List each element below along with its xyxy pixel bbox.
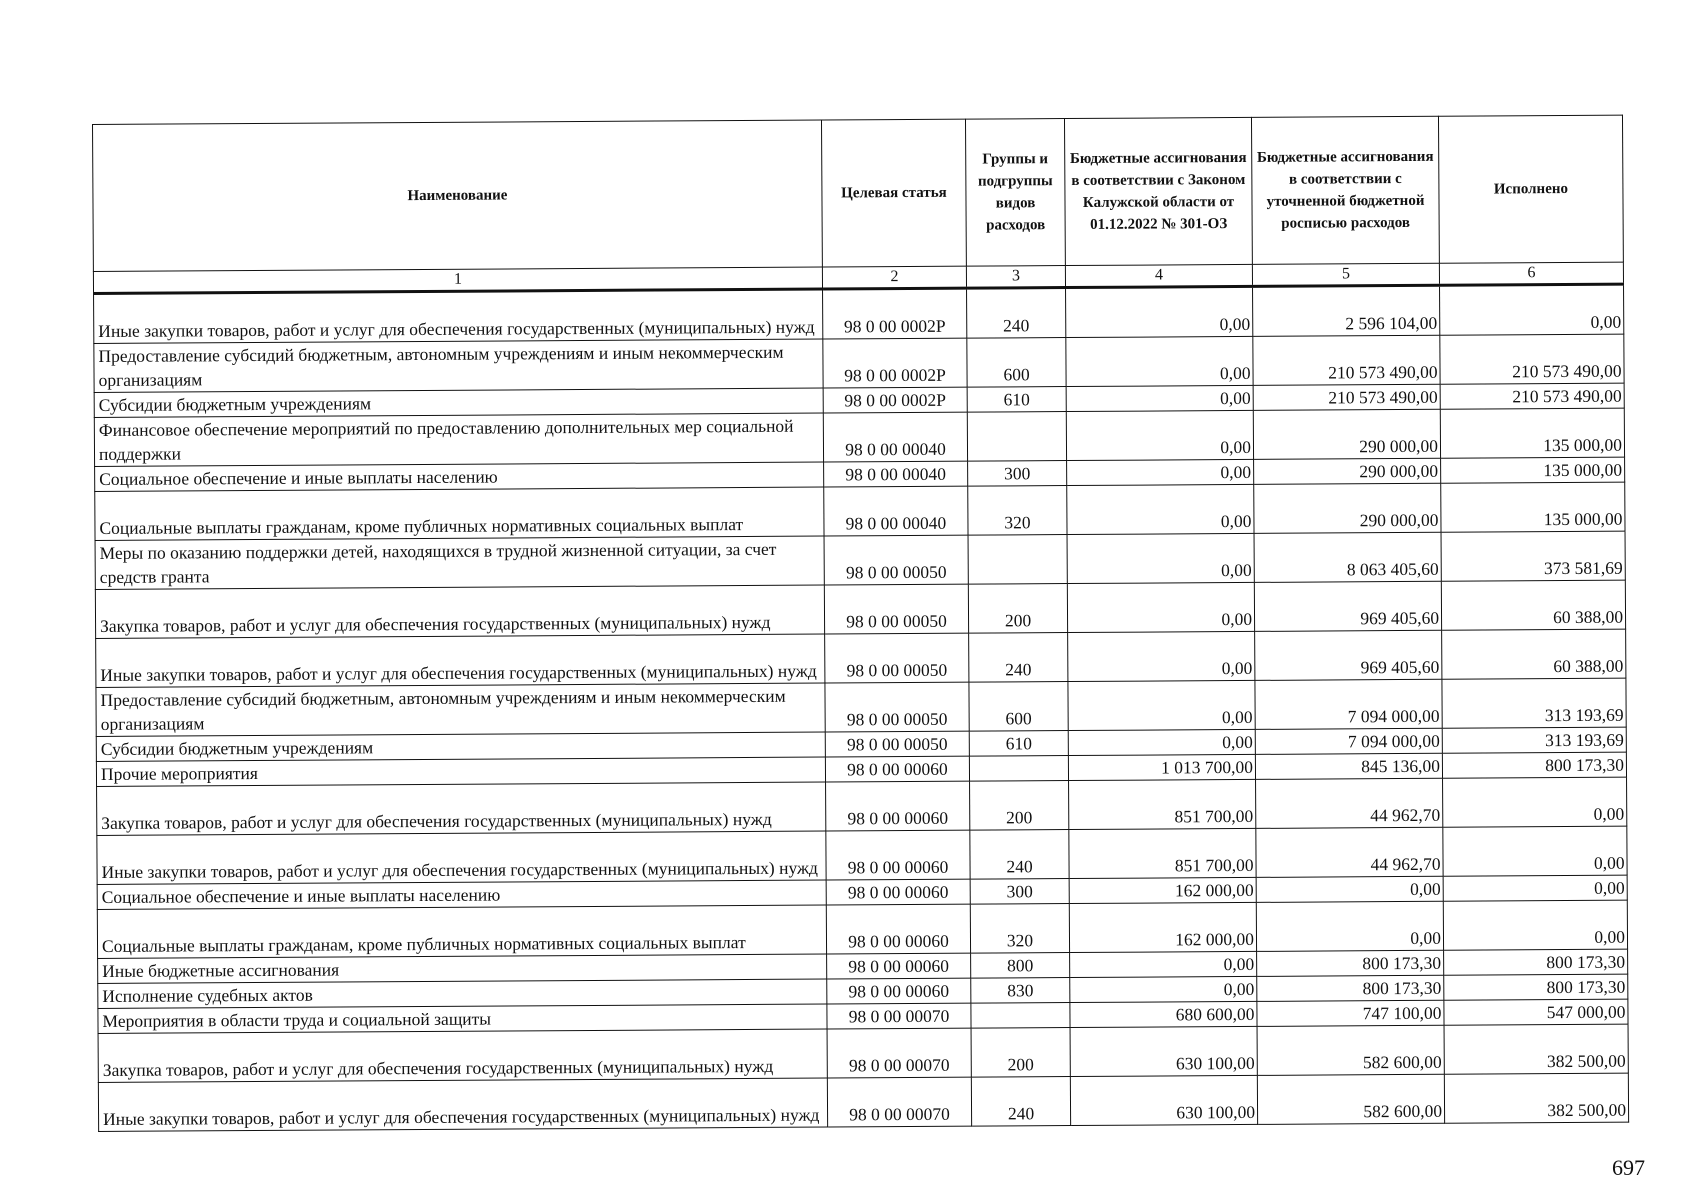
row-name: Иные закупки товаров, работ и услуг для обеспечения государственных (муниципальных) нужд <box>96 634 825 687</box>
row-executed-amount: 313 193,69 <box>1442 727 1626 753</box>
row-refined-amount: 582 600,00 <box>1257 1074 1444 1124</box>
row-executed-amount: 0,00 <box>1443 777 1627 827</box>
table-row <box>94 408 1624 466</box>
row-law-amount: 0,00 <box>1070 951 1257 977</box>
row-target-article: 98 0 00 00060 <box>826 781 970 831</box>
table-row <box>94 334 1624 392</box>
row-refined-amount: 582 600,00 <box>1257 1025 1444 1075</box>
row-target-article: 98 0 00 00070 <box>827 1028 971 1078</box>
row-expense-group: 200 <box>968 584 1067 634</box>
row-name: Субсидии бюджетным учреждениям <box>96 732 825 761</box>
table-row <box>97 777 1627 835</box>
row-target-article: 98 0 00 00050 <box>824 535 968 585</box>
row-target-article: 98 0 00 0002Р <box>823 387 967 413</box>
row-name: Социальные выплаты гражданам, кроме публичных нормативных социальных выплат <box>97 905 826 958</box>
row-law-amount: 0,00 <box>1066 410 1253 460</box>
row-refined-amount: 0,00 <box>1256 901 1443 951</box>
row-target-article: 98 0 00 00060 <box>826 879 970 905</box>
row-refined-amount: 0,00 <box>1256 876 1443 902</box>
row-refined-amount: 800 173,30 <box>1257 950 1444 976</box>
row-law-amount: 0,00 <box>1070 976 1257 1002</box>
row-law-amount: 0,00 <box>1067 533 1254 583</box>
row-executed-amount: 0,00 <box>1443 875 1627 901</box>
row-name: Финансовое обеспечение мероприятий по предоставлению дополнительных мер социальной поддержки <box>94 413 823 466</box>
row-name: Иные закупки товаров, работ и услуг для обеспечения государственных (муниципальных) нужд <box>97 831 826 884</box>
row-law-amount: 851 700,00 <box>1069 779 1256 829</box>
row-target-article: 98 0 00 00050 <box>825 682 969 732</box>
row-executed-amount: 547 000,00 <box>1444 999 1628 1025</box>
budget-table-sheet <box>92 115 1628 1132</box>
row-target-article: 98 0 00 00060 <box>826 830 970 880</box>
row-refined-amount: 969 405,60 <box>1255 630 1442 680</box>
row-refined-amount: 290 000,00 <box>1254 483 1441 533</box>
row-law-amount: 162 000,00 <box>1069 902 1256 952</box>
row-target-article: 98 0 00 00050 <box>824 584 968 634</box>
row-executed-amount: 382 500,00 <box>1444 1024 1628 1074</box>
row-expense-group: 240 <box>969 633 1068 683</box>
row-expense-group: 240 <box>967 288 1066 339</box>
table-row <box>98 1024 1628 1082</box>
row-law-amount: 0,00 <box>1068 729 1255 755</box>
row-expense-group: 600 <box>967 338 1066 388</box>
row-executed-amount: 60 388,00 <box>1442 629 1626 679</box>
header-expense-groups: Группы и подгруппы видов расходов <box>965 119 1065 267</box>
row-target-article: 98 0 00 00060 <box>827 978 971 1004</box>
row-target-article: 98 0 00 00060 <box>826 904 970 954</box>
row-executed-amount: 313 193,69 <box>1442 678 1626 728</box>
row-law-amount: 680 600,00 <box>1070 1001 1257 1027</box>
row-expense-group: 800 <box>971 953 1070 979</box>
column-number: 4 <box>1065 264 1252 287</box>
row-executed-amount: 0,00 <box>1443 900 1627 950</box>
header-row <box>93 115 1624 271</box>
row-name: Субсидии бюджетным учреждениям <box>94 388 823 417</box>
page-number: 697 <box>1612 1155 1645 1180</box>
row-name: Исполнение судебных актов <box>98 979 827 1008</box>
header-executed: Исполнено <box>1438 115 1623 263</box>
row-executed-amount: 60 388,00 <box>1441 580 1625 630</box>
row-expense-group: 610 <box>969 731 1068 757</box>
header-refined-allocations: Бюджетные ассигнования в соответствии с уточненной бюджетной росписью расходов <box>1251 116 1439 264</box>
row-expense-group: 200 <box>970 781 1069 831</box>
row-name: Социальные выплаты гражданам, кроме публичных нормативных социальных выплат <box>95 487 824 540</box>
column-number: 3 <box>966 266 1065 289</box>
row-name: Иные бюджетные ассигнования <box>98 954 827 983</box>
row-name: Социальное обеспечение и иные выплаты населению <box>95 462 824 491</box>
row-target-article: 98 0 00 00060 <box>827 953 971 979</box>
row-law-amount: 0,00 <box>1067 484 1254 534</box>
row-name: Мероприятия в области труда и социальной защиты <box>98 1004 827 1033</box>
row-refined-amount: 290 000,00 <box>1254 458 1441 484</box>
row-expense-group: 200 <box>971 1028 1070 1078</box>
row-executed-amount: 210 573 490,00 <box>1440 334 1624 384</box>
row-refined-amount: 7 094 000,00 <box>1255 728 1442 754</box>
row-target-article: 98 0 00 00040 <box>824 486 968 536</box>
row-name: Закупка товаров, работ и услуг для обеспечения государственных (муниципальных) нужд <box>98 1029 827 1082</box>
row-target-article: 98 0 00 00050 <box>825 731 969 757</box>
table-row <box>96 629 1626 687</box>
table-row <box>95 531 1625 589</box>
row-refined-amount: 44 962,70 <box>1256 778 1443 828</box>
column-number: 2 <box>822 266 966 289</box>
row-target-article: 98 0 00 00050 <box>825 633 969 683</box>
header-name: Наименование <box>93 120 823 271</box>
row-target-article: 98 0 00 00070 <box>827 1077 971 1127</box>
row-law-amount: 0,00 <box>1066 286 1253 337</box>
row-law-amount: 1 013 700,00 <box>1068 754 1255 780</box>
row-law-amount: 0,00 <box>1066 336 1253 386</box>
row-target-article: 98 0 00 00070 <box>827 1003 971 1029</box>
row-executed-amount: 0,00 <box>1440 284 1624 335</box>
row-name: Закупка товаров, работ и услуг для обеспечения государственных (муниципальных) нужд <box>97 782 826 835</box>
row-name: Прочие мероприятия <box>96 757 825 786</box>
row-refined-amount: 2 596 104,00 <box>1253 285 1440 336</box>
header-law-allocations: Бюджетные ассигнования в соответствии с Законом Калужской области от 01.12.2022 № 301-ОЗ <box>1064 117 1252 265</box>
row-name: Предоставление субсидий бюджетным, автономным учреждениям и иным некоммерческим организациям <box>94 339 823 392</box>
row-refined-amount: 210 573 490,00 <box>1253 335 1440 385</box>
table-row <box>97 826 1627 884</box>
row-law-amount: 851 700,00 <box>1069 828 1256 878</box>
row-target-article: 98 0 00 0002Р <box>823 338 967 388</box>
row-expense-group: 320 <box>970 904 1069 954</box>
row-expense-group: 830 <box>971 978 1070 1004</box>
row-law-amount: 0,00 <box>1067 582 1254 632</box>
row-name: Меры по оказанию поддержки детей, находящихся в трудной жизненной ситуации, за счет средств гранта <box>95 536 824 589</box>
row-refined-amount: 290 000,00 <box>1253 409 1440 459</box>
row-executed-amount: 382 500,00 <box>1444 1073 1628 1123</box>
table-row <box>96 678 1626 736</box>
row-law-amount: 0,00 <box>1066 385 1253 411</box>
row-refined-amount: 7 094 000,00 <box>1255 679 1442 729</box>
row-law-amount: 630 100,00 <box>1070 1075 1257 1125</box>
row-name: Закупка товаров, работ и услуг для обеспечения государственных (муниципальных) нужд <box>95 585 824 638</box>
row-expense-group: 610 <box>967 387 1066 413</box>
row-expense-group: 300 <box>970 879 1069 905</box>
budget-table <box>92 115 1629 1132</box>
row-refined-amount: 210 573 490,00 <box>1253 384 1440 410</box>
table-row <box>98 1073 1628 1131</box>
row-expense-group: 320 <box>968 486 1067 536</box>
row-executed-amount: 373 581,69 <box>1441 531 1625 581</box>
row-executed-amount: 135 000,00 <box>1440 408 1624 458</box>
row-expense-group: 300 <box>968 461 1067 487</box>
row-executed-amount: 135 000,00 <box>1441 457 1625 483</box>
column-number: 1 <box>93 267 822 293</box>
row-refined-amount: 969 405,60 <box>1254 581 1441 631</box>
row-executed-amount: 0,00 <box>1443 826 1627 876</box>
row-refined-amount: 747 100,00 <box>1257 1000 1444 1026</box>
row-expense-group <box>968 535 1067 585</box>
row-executed-amount: 800 173,30 <box>1442 752 1626 778</box>
table-row <box>94 284 1624 343</box>
row-target-article: 98 0 00 00040 <box>824 461 968 487</box>
row-refined-amount: 44 962,70 <box>1256 827 1443 877</box>
header-target-article: Целевая статья <box>821 119 966 267</box>
row-executed-amount: 800 173,30 <box>1444 974 1628 1000</box>
row-name: Иные закупки товаров, работ и услуг для обеспечения государственных (муниципальных) нужд <box>94 289 823 343</box>
row-refined-amount: 800 173,30 <box>1257 975 1444 1001</box>
row-law-amount: 162 000,00 <box>1069 877 1256 903</box>
table-row <box>95 580 1625 638</box>
row-target-article: 98 0 00 00060 <box>825 756 969 782</box>
row-name: Иные закупки товаров, работ и услуг для обеспечения государственных (муниципальных) нужд <box>98 1078 827 1131</box>
row-executed-amount: 135 000,00 <box>1441 482 1625 532</box>
row-law-amount: 0,00 <box>1068 631 1255 681</box>
row-expense-group: 240 <box>970 830 1069 880</box>
row-expense-group: 600 <box>969 682 1068 732</box>
row-expense-group <box>967 412 1066 462</box>
row-expense-group <box>969 756 1068 782</box>
row-law-amount: 630 100,00 <box>1070 1026 1257 1076</box>
column-number: 6 <box>1439 262 1623 285</box>
row-name: Предоставление субсидий бюджетным, автономным учреждениям и иным некоммерческим организациям <box>96 683 825 736</box>
row-target-article: 98 0 00 00040 <box>823 412 967 462</box>
column-number: 5 <box>1252 263 1439 286</box>
row-executed-amount: 210 573 490,00 <box>1440 383 1624 409</box>
row-law-amount: 0,00 <box>1068 680 1255 730</box>
row-target-article: 98 0 00 0002Р <box>823 288 967 339</box>
row-refined-amount: 845 136,00 <box>1255 753 1442 779</box>
row-law-amount: 0,00 <box>1067 459 1254 485</box>
row-expense-group <box>971 1003 1070 1029</box>
table-row <box>95 482 1625 540</box>
row-executed-amount: 800 173,30 <box>1444 949 1628 975</box>
row-name: Социальное обеспечение и иные выплаты населению <box>97 880 826 909</box>
row-refined-amount: 8 063 405,60 <box>1254 532 1441 582</box>
row-expense-group: 240 <box>971 1077 1070 1127</box>
